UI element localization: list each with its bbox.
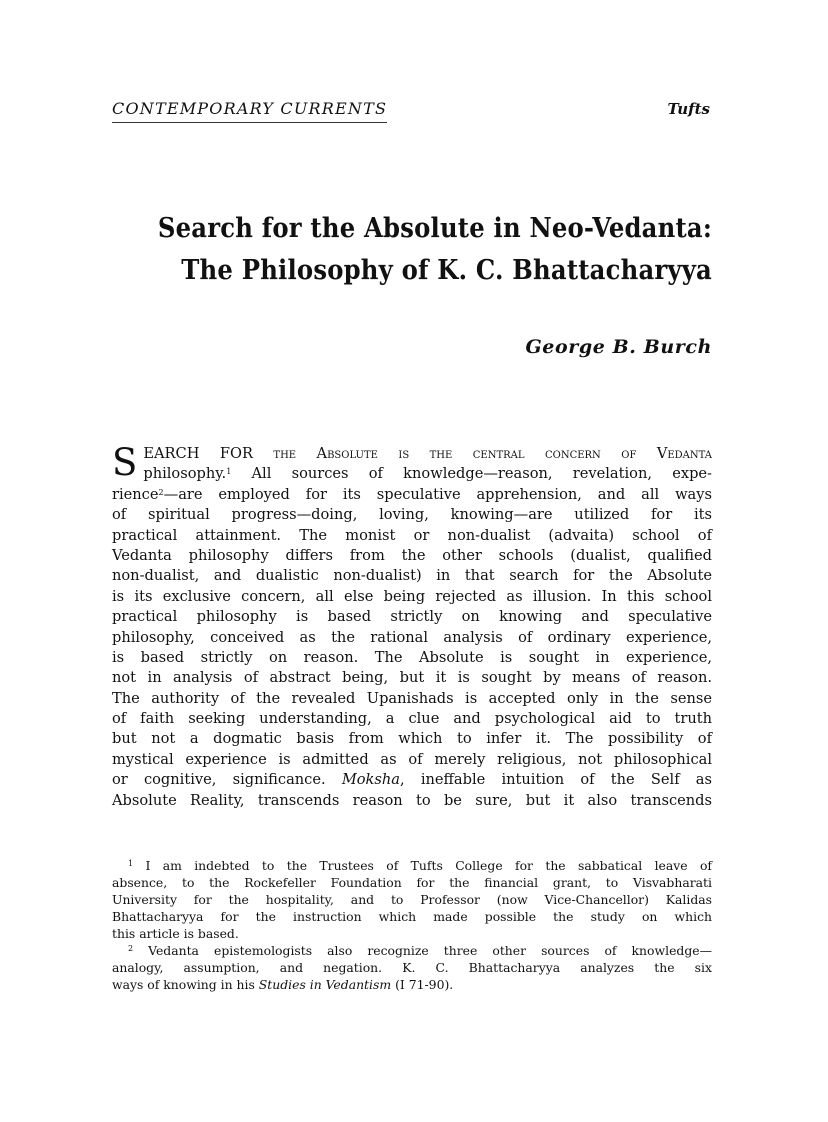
footnote-ref-2[interactable]: 2 (158, 487, 164, 497)
footnote-text: ways of knowing in his (112, 977, 259, 992)
running-author: Tufts (667, 100, 710, 118)
footnote-marker-2: 2 (128, 944, 134, 953)
footnote-1-line: absence, to the Rockefeller Foundation for the financial grant, to Visvabharati (112, 875, 712, 890)
footnote-1-line: Bhattacharyya for the instruction which made possible the study on which (112, 909, 712, 924)
body-line: practical attainment. The monist or non-dualist (advaita) school of (112, 526, 712, 544)
body-line (112, 464, 712, 484)
footnote-1-line (112, 857, 712, 874)
emphasis-term: Moksha (341, 771, 400, 789)
footnote-2-line (112, 942, 712, 959)
footnote-2-line: analogy, assumption, and negation. K. C. Bhattacharyya analyzes the six (112, 960, 712, 975)
body-text-run: philosophy. (143, 465, 227, 483)
footnote-text: (I 71-90). (391, 977, 454, 992)
body-line: philosophy, conceived as the rational analysis of ordinary experience, (112, 628, 712, 646)
body-line: of faith seeking understanding, a clue and psychological aid to truth (112, 710, 712, 728)
cited-work-title: Studies in Vedantism (258, 977, 392, 992)
body-line: Absolute Reality, transcends reason to be sure, but it also transcends (112, 791, 712, 809)
body-line (112, 770, 712, 790)
title-line-2: The Philosophy of K. C. Bhattacharyya (181, 255, 712, 286)
body-line: is its exclusive concern, all else being rejected as illusion. In this school (112, 587, 712, 605)
body-line: but not a dogmatic basis from which to infer it. The possibility of (112, 730, 712, 748)
body-line: not in analysis of abstract being, but it is sought by means of reason. (112, 669, 712, 687)
footnote-marker-1: 1 (128, 859, 134, 868)
footnote-1-line: this article is based. (112, 926, 239, 941)
title-line-1: Search for the Absolute in Neo-Vedanta: (157, 213, 712, 244)
footnote-text: I am indebted to the Trustees of Tufts College for the sabbatical leave of (145, 858, 712, 873)
article-author: George B. Burch (525, 336, 712, 358)
footnote-2-line (112, 976, 712, 993)
article-title (150, 208, 712, 292)
body-paragraph (112, 441, 712, 811)
footnote-text: Vedanta epistemologists also recognize three other sources of knowledge— (148, 943, 712, 958)
body-line: The authority of the revealed Upanishads is accepted only in the sense (112, 689, 712, 707)
footnotes (112, 857, 712, 993)
body-text-run: —are employed for its speculative apprehension, and all ways (163, 485, 712, 503)
journal-section-title: CONTEMPORARY CURRENTS (112, 99, 387, 123)
footnote-ref-1[interactable]: 1 (226, 467, 232, 477)
body-line: Vedanta philosophy differs from the other schools (dualist, qualified (112, 546, 712, 564)
body-line: is based strictly on reason. The Absolute is sought in experience, (112, 648, 712, 666)
running-head (112, 99, 710, 123)
body-line: mystical experience is admitted as of merely religious, not philosophical (112, 750, 712, 768)
body-line: EARCH FOR the Absolute is the central concern of Vedanta (143, 445, 712, 462)
body-text-run: , ineffable intuition of the Self as (400, 771, 712, 789)
body-line: non-dualist, and dualistic non-dualist) in that search for the Absolute (112, 567, 712, 585)
body-text-run: rience (112, 485, 159, 503)
body-line: practical philosophy is based strictly on knowing and speculative (112, 608, 712, 626)
footnote-1-line: University for the hospitality, and to Professor (now Vice-Chancellor) Kalidas (112, 892, 712, 907)
body-line: of spiritual progress—doing, loving, knowing—are utilized for its (112, 506, 712, 524)
drop-cap: S (112, 441, 138, 484)
body-text-run: or cognitive, significance. (112, 771, 342, 789)
body-line (112, 485, 712, 505)
body-text-run: All sources of knowledge—reason, revelation, expe- (231, 465, 712, 483)
